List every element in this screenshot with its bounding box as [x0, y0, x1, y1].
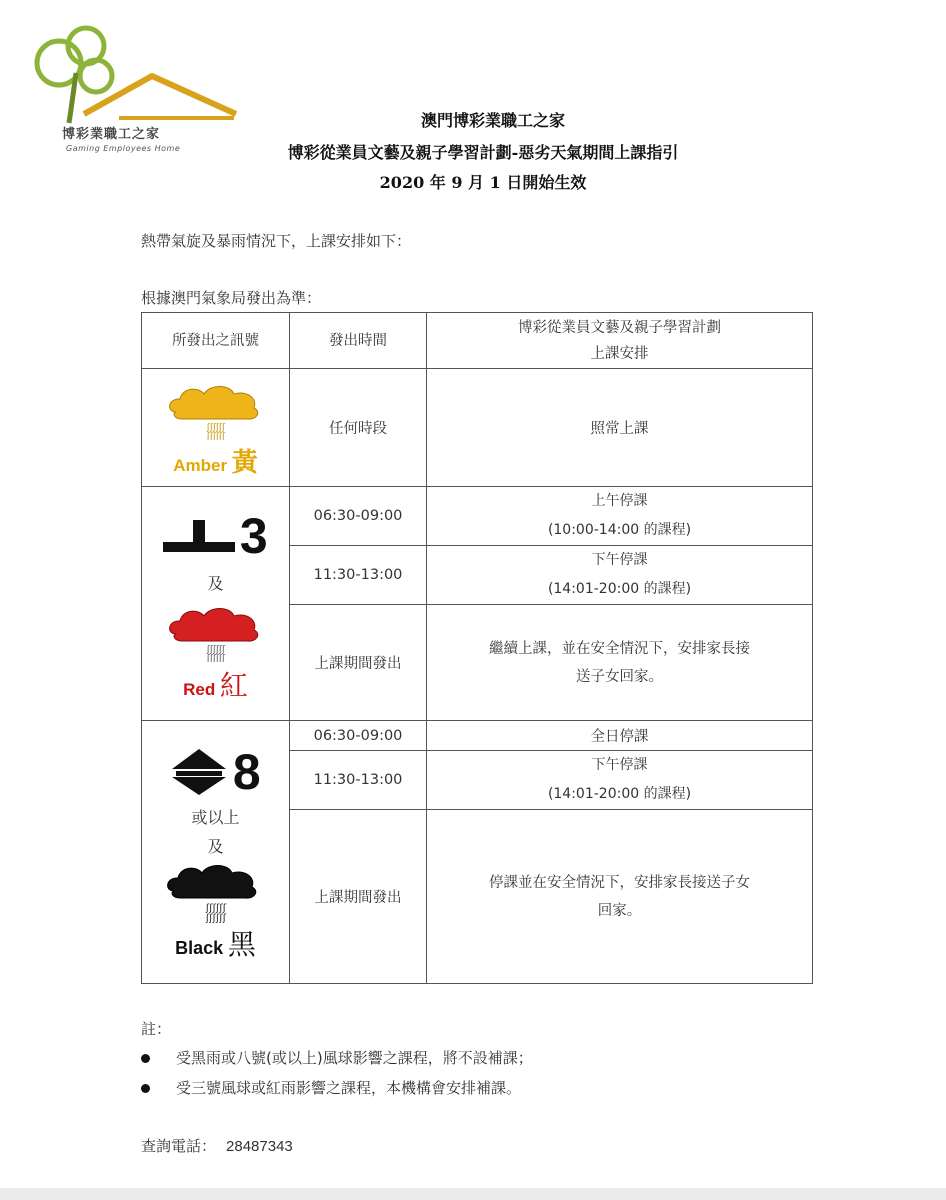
amber-label-cn: 黃 [231, 448, 258, 478]
arrangement-cell: 照常上課 [427, 369, 813, 487]
arrangement-line2: 回家。 [597, 902, 642, 919]
intro-line-2: 根據澳門氣象局發出為準： [141, 289, 322, 307]
signal-cell-3-red [142, 487, 290, 721]
arrangement-line1: 上午停課 [591, 493, 648, 509]
intro-line-1: 熱帶氣旋及暴雨情況下，上課安排如下： [141, 232, 412, 250]
signal-3-symbol-icon [163, 518, 235, 554]
arrangement-cell [427, 605, 813, 721]
weather-schedule-table [141, 312, 813, 984]
and-label: 及 [207, 837, 224, 856]
svg-text:ʃʃʃʃʃʃ: ʃʃʃʃʃʃ [205, 913, 226, 923]
red-label-cn: 紅 [219, 669, 248, 702]
arrangement-cell [427, 487, 813, 546]
svg-text:ʃʃʃʃʃʃ: ʃʃʃʃʃʃ [206, 432, 225, 440]
logo-name-en: Gaming Employees Home [66, 144, 181, 153]
bullet-icon [141, 1084, 150, 1093]
header-arrangement [427, 313, 813, 369]
arrangement-line1: 停課並在安全情況下，安排家長接送子女 [489, 874, 750, 891]
contact-number: 28487343 [226, 1138, 293, 1155]
signal-cell-amber [142, 369, 290, 487]
header-time: 發出時間 [290, 313, 427, 369]
arrangement-cell [427, 810, 813, 984]
contact-label: 查詢電話： [141, 1137, 217, 1155]
table-row [142, 487, 813, 546]
table-row [142, 721, 813, 751]
or-above-label: 或以上 [191, 808, 240, 827]
note-text: 受黑雨或八號(或以上)風球影響之課程，將不設補課； [176, 1049, 533, 1067]
red-label-en: Red [183, 680, 216, 699]
table-header-row [142, 313, 813, 369]
effective-date: 2020 年 9 月 1 日開始生效 [379, 173, 587, 192]
signal-8-symbol-icon [170, 747, 228, 797]
document-subject: 博彩從業員文藝及親子學習計劃-惡劣天氣期間上課指引 [287, 143, 679, 162]
svg-text:ʃʃʃʃʃʃ: ʃʃʃʃʃʃ [206, 654, 225, 662]
svg-text:ʃʃʃʃʃʃ: ʃʃʃʃʃʃ [206, 423, 225, 433]
time-cell: 11:30-13:00 [290, 546, 427, 605]
black-rainstorm-icon [164, 861, 268, 923]
note-text: 受三號風球或紅雨影響之課程，本機構會安排補課。 [176, 1079, 522, 1097]
arrangement-cell: 全日停課 [427, 721, 813, 751]
logo-name-cn: 博彩業職工之家 [62, 127, 161, 142]
svg-text:ʃʃʃʃʃʃ: ʃʃʃʃʃʃ [205, 903, 226, 914]
bullet-icon [141, 1054, 150, 1063]
red-rainstorm-icon [166, 604, 266, 662]
signal-8-number: 8 [232, 744, 261, 800]
arrangement-line1: 繼續上課，並在安全情況下，安排家長接 [489, 640, 750, 657]
notes-title: 註： [141, 1020, 172, 1038]
contact-phone [141, 1135, 293, 1156]
time-cell: 任何時段 [290, 369, 427, 487]
organization-title: 澳門博彩業職工之家 [420, 111, 565, 130]
header-arrangement-line1: 博彩從業員文藝及親子學習計劃 [518, 319, 721, 336]
time-cell: 上課期間發出 [290, 810, 427, 984]
amber-label-en: Amber [173, 456, 228, 475]
note-item [141, 1047, 533, 1068]
bottom-divider [0, 1188, 946, 1200]
svg-text:ʃʃʃʃʃʃ: ʃʃʃʃʃʃ [206, 645, 225, 655]
and-label: 及 [207, 574, 224, 593]
header-signal: 所發出之訊號 [142, 313, 290, 369]
time-cell: 11:30-13:00 [290, 751, 427, 810]
header-arrangement-line2: 上課安排 [590, 345, 649, 362]
time-cell: 06:30-09:00 [290, 487, 427, 546]
signal-3-number: 3 [239, 508, 268, 564]
time-cell: 06:30-09:00 [290, 721, 427, 751]
black-label-en: Black [175, 938, 224, 958]
arrangement-line2: (14:01-20:00 的課程) [547, 786, 692, 802]
black-label-cn: 黑 [227, 928, 256, 961]
arrangement-cell [427, 751, 813, 810]
arrangement-line2: (10:00-14:00 的課程) [547, 522, 692, 538]
amber-rainstorm-icon [166, 382, 266, 440]
note-item [141, 1077, 521, 1098]
table-row [142, 369, 813, 487]
arrangement-line2: 送子女回家。 [576, 668, 663, 685]
arrangement-cell [427, 546, 813, 605]
time-cell: 上課期間發出 [290, 605, 427, 721]
arrangement-line1: 下午停課 [591, 757, 648, 773]
signal-cell-8-black [142, 721, 290, 984]
arrangement-line1: 下午停課 [591, 552, 648, 568]
arrangement-line2: (14:01-20:00 的課程) [547, 581, 692, 597]
